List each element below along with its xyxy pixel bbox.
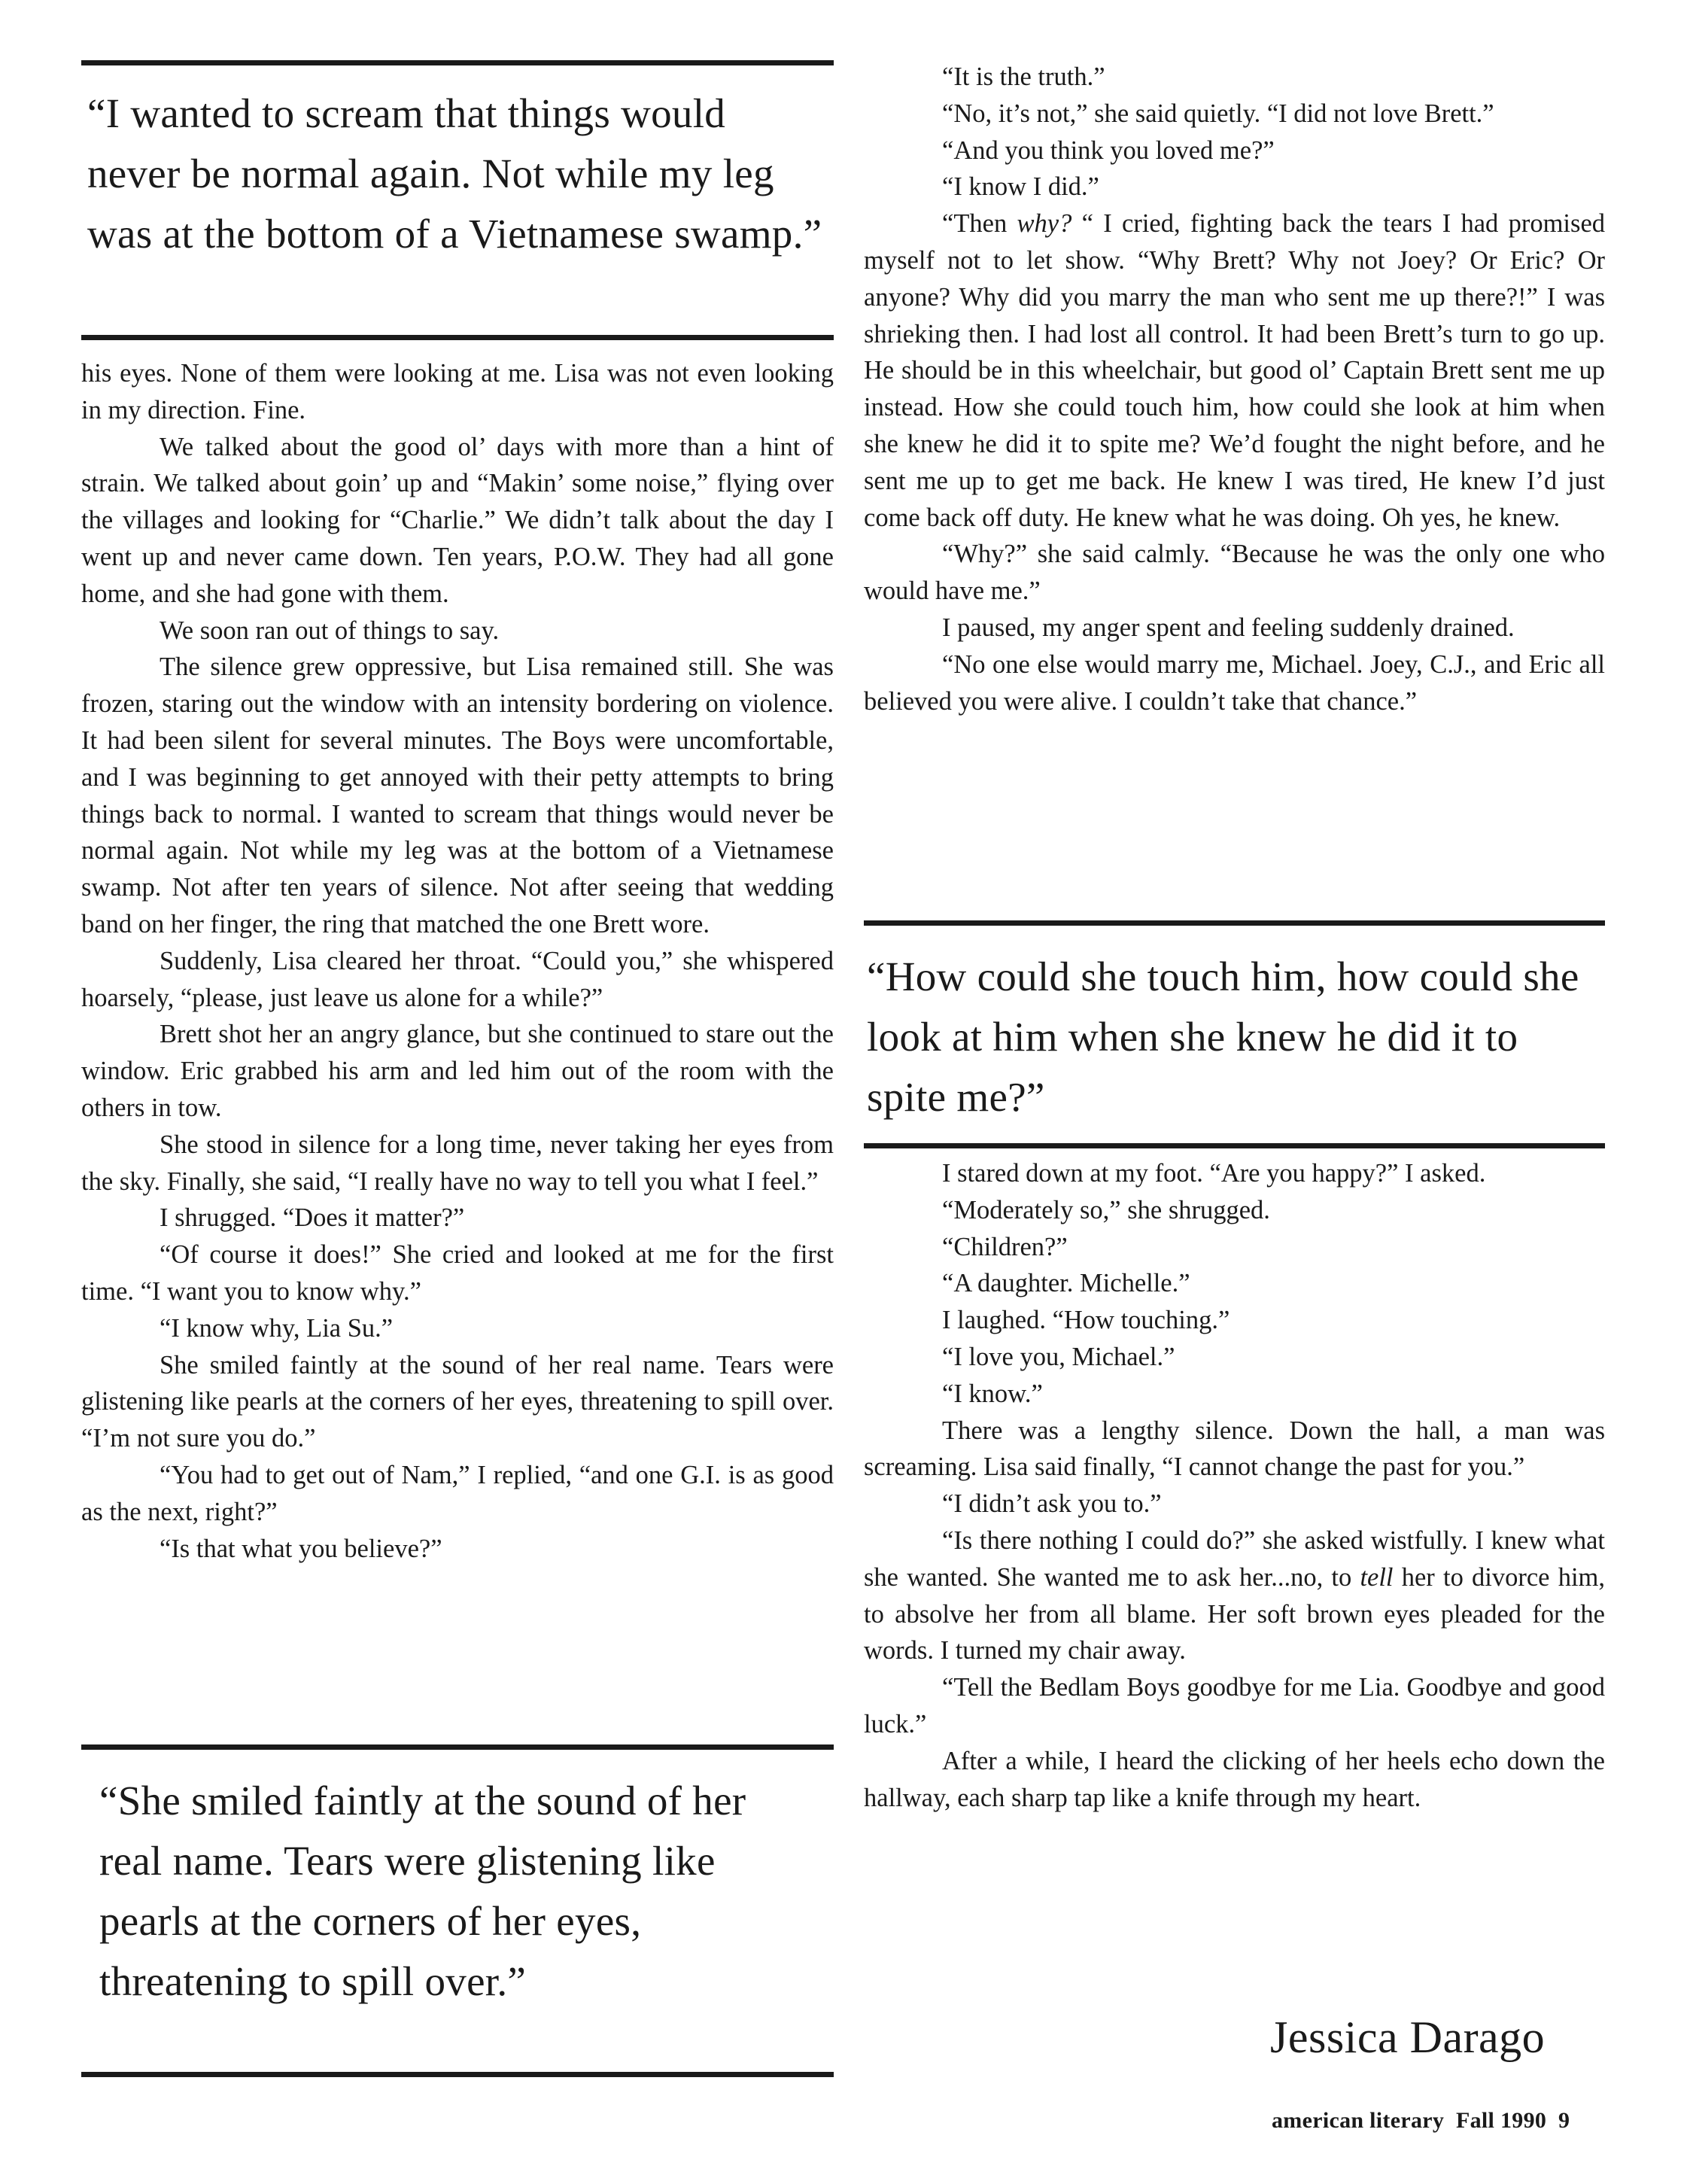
page-number: 9 — [1558, 2108, 1570, 2133]
paragraph: We talked about the good ol’ days with more than a hint of strain. We talked about goin’ up and “Makin’ some noise,” flying over the villages and looking for “Charlie.” We didn’t talk about the day I went up and never came down. Ten years, P.O.W. They had all gone home, and she had gone with them. — [81, 432, 834, 608]
footer-issue: Fall 1990 — [1455, 2108, 1547, 2133]
paragraph: “I love you, Michael.” — [942, 1342, 1175, 1371]
paragraph: “It is the truth.” — [942, 62, 1105, 91]
pull-quote-bottom-left: “She smiled faintly at the sound of her real name. Tears were glistening like pearls at the corners of her eyes, threatening to spill over.” — [81, 1744, 834, 2077]
paragraph: I laughed. “How touching.” — [942, 1306, 1230, 1335]
paragraph — [864, 1522, 1605, 1669]
text-run: “Is there nothing I could do?” she asked wistfully. I knew what she wanted. She wanted me to ask her...no, to — [864, 1525, 1605, 1592]
paragraph: She smiled faintly at the sound of her real name. Tears were glistening like pearls at the corners of her eyes, threatening to spill over. “I’m not sure you do.” — [81, 1350, 834, 1453]
emphasis: why? — [1017, 209, 1072, 239]
pull-quote-right: “How could she touch him, how could she look at him when she knew he did it to spite me?” — [864, 920, 1605, 1148]
paragraph: “You had to get out of Nam,” I replied, “and one G.I. is as good as the next, right?” — [81, 1460, 834, 1526]
text-run: “ I cried, fighting back the tears I had promised myself not to let show. “Why Brett? Why not Joey? Or Eric? Or anyone? Why did you marry the man who sent me up there?!” I was shrieking then. I had lost all control. It had been Brett’s turn to go up. He should be in this wheelchair, but good ol’ Captain Brett sent me up instead. How she could touch him, how could she look at him when she knew he did it to spite me? We’d fought the night before, and he sent me up to get me back. He knew I was tired, He knew I’d just come back off duty. He knew what he was doing. Oh yes, he knew. — [864, 209, 1606, 532]
paragraph: “Is that what you believe?” — [160, 1534, 442, 1563]
paragraph: She stood in silence for a long time, never taking her eyes from the sky. Finally, she said, “I really have no way to tell you what I feel.” — [81, 1130, 834, 1196]
emphasis: tell — [1360, 1562, 1394, 1592]
pull-quote-top-left: “I wanted to scream that things would never be normal again. Not while my leg was at the bottom of a Vietnamese swamp.” — [81, 60, 834, 340]
paragraph: “Moderately so,” she shrugged. — [942, 1195, 1270, 1224]
paragraph: “I didn’t ask you to.” — [942, 1489, 1162, 1519]
paragraph: “Of course it does!” She cried and looked at me for the first time. “I want you to know why.” — [81, 1240, 834, 1306]
paragraph: “A daughter. Michelle.” — [942, 1269, 1190, 1298]
paragraph: I shrugged. “Does it matter?” — [160, 1203, 465, 1233]
author-byline: Jessica Darago — [1270, 2012, 1546, 2062]
paragraph: I stared down at my foot. “Are you happy?” I asked. — [942, 1159, 1486, 1188]
page-footer — [1272, 2107, 1576, 2134]
paragraph — [864, 205, 1605, 536]
paragraph: “I know why, Lia Su.” — [160, 1313, 394, 1343]
paragraph: “Children?” — [942, 1232, 1068, 1261]
paragraph: “Tell the Bedlam Boys goodbye for me Lia. Goodbye and good luck.” — [864, 1673, 1605, 1738]
footer-publication: american literary — [1272, 2108, 1445, 2133]
paragraph: The silence grew oppressive, but Lisa remained still. She was frozen, staring out the window with an intensity bordering on violence. It had been silent for several minutes. The Boys were uncomfortable, and I was beginning to get annoyed with their petty attempts to bring things back to normal. I wanted to scream that things would never be normal again. Not while my leg was at the bottom of a Vietnamese swamp. Not after ten years of silence. Not after seeing that wedding band on her finger, the ring that matched the one Brett wore. — [81, 652, 834, 938]
text-run: “Then — [942, 209, 1017, 239]
paragraph: After a while, I heard the clicking of her heels echo down the hallway, each sharp tap like a knife through my heart. — [864, 1746, 1605, 1812]
paragraph: We soon ran out of things to say. — [160, 616, 500, 645]
right-lower-body-text — [864, 1155, 1605, 1816]
right-upper-body-text — [864, 59, 1605, 719]
paragraph: his eyes. None of them were looking at me. Lisa was not even looking in my direction. Fine. — [81, 359, 834, 424]
paragraph: “No one else would marry me, Michael. Joey, C.J., and Eric all believed you were alive. I couldn’t take that chance.” — [864, 649, 1605, 716]
paragraph: I paused, my anger spent and feeling suddenly drained. — [942, 613, 1515, 642]
text-run: her to divorce him, to absolve her from all blame. Her soft brown eyes pleaded for the words. I turned my chair away. — [864, 1562, 1605, 1665]
left-body-text — [81, 355, 834, 1567]
paragraph: There was a lengthy silence. Down the hall, a man was screaming. Lisa said finally, “I cannot change the past for you.” — [864, 1416, 1605, 1482]
paragraph: “I know I did.” — [942, 172, 1099, 202]
paragraph: Suddenly, Lisa cleared her throat. “Could you,” she whispered hoarsely, “please, just leave us alone for a while?” — [81, 946, 834, 1012]
paragraph: “Why?” she said calmly. “Because he was the only one who would have me.” — [864, 540, 1605, 606]
paragraph: “I know.” — [942, 1379, 1043, 1408]
paragraph: Brett shot her an angry glance, but she continued to stare out the window. Eric grabbed his arm and led him out of the room with the others in tow. — [81, 1020, 834, 1122]
paragraph: “And you think you loved me?” — [942, 135, 1275, 165]
paragraph: “No, it’s not,” she said quietly. “I did not love Brett.” — [942, 99, 1494, 128]
